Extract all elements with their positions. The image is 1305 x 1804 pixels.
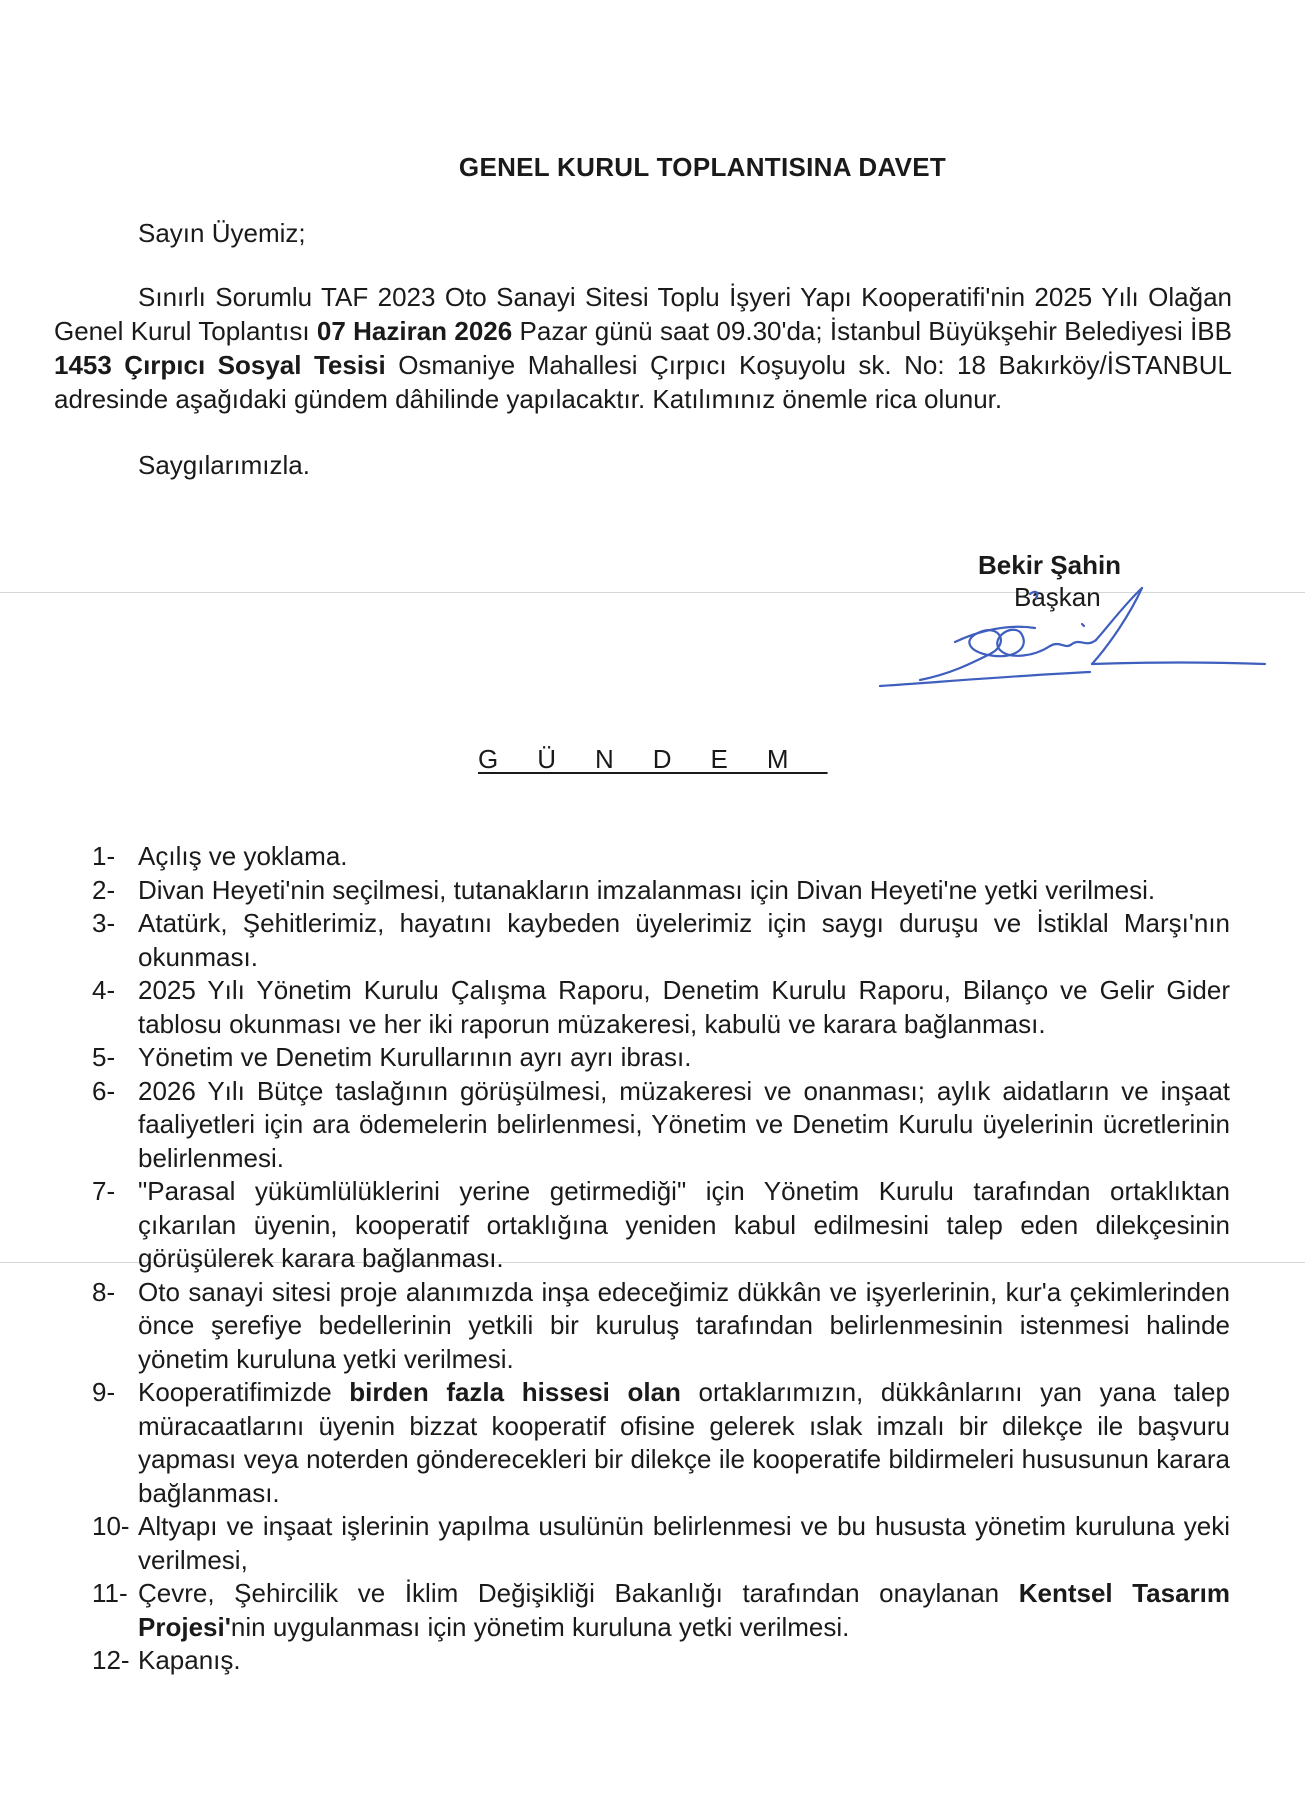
agenda-item-number: 8- [92,1276,116,1307]
agenda-item [92,1075,1230,1176]
agenda-item [92,840,1230,874]
agenda-item-number: 11- [92,1578,128,1608]
meeting-date: 07 Haziran 2026 [316,316,513,346]
agenda-item-text: ortaklarımızın, dükkânlarını yan yana talep müracaatlarını üyenin bizzat kooperatif ofisine gelerek ıslak imzalı bir dilekçe ile başvuru yapması veya noterden gönderecekleri bir dilekçe ile kooperatife bildirmeleri hususunun karara bağlanması. [138,1377,1230,1508]
agenda-list [92,840,1230,1678]
agenda-item-text: Açılış ve yoklama. [138,841,348,871]
agenda-item [92,874,1230,908]
agenda-item-number: 3- [92,908,116,938]
agenda-item-text: 2026 Yılı Bütçe taslağının görüşülmesi, müzakeresi ve onanması; aylık aidatların ve inşaat faaliyetleri için ara ödemelerin belirlenmesi, Yönetim ve Denetim Kurulu üyelerinin ücretlerinin belirlenmesi. [138,1075,1230,1173]
agenda-item [92,974,1230,1041]
closing-regards: Saygılarımızla. [138,450,310,480]
agenda-item-number: 4- [92,975,116,1005]
agenda-item-number: 2- [92,874,116,905]
agenda-item-text: Kapanış. [138,1645,241,1675]
agenda-item [92,1510,1230,1577]
agenda-item-emphasis: birden fazla hissesi olan [349,1377,681,1407]
agenda-item [92,1577,1230,1644]
agenda-item-text: Atatürk, Şehitlerimiz, hayatını kaybeden üyelerimiz için saygı duruşu ve İstiklal Marşı'nın okunması. [138,908,1230,972]
agenda-item-text: Yönetim ve Denetim Kurullarının ayrı ayrı ibrası. [138,1042,692,1072]
agenda-item-text: Divan Heyeti'nin seçilmesi, tutanakların imzalanması için Divan Heyeti'ne yetki verilmesi. [138,874,1156,905]
signer-name: Bekir Şahin [978,550,1122,580]
agenda-item [92,1644,1230,1678]
agenda-item [92,1175,1230,1276]
agenda-item-text: "Parasal yükümlülüklerini yerine getirmediği" için Yönetim Kurulu tarafından ortaklıktan çıkarılan üyenin, kooperatif ortaklığına yeniden kabul edilmesini talep eden dilekçesinin görüşülerek karara bağlanması. [138,1176,1230,1273]
agenda-item [92,1041,1230,1075]
salutation: Sayın Üyemiz; [138,218,306,248]
agenda-item-number: 12- [92,1645,130,1675]
agenda-item-number: 1- [92,841,116,871]
agenda-heading: GÜNDEM [478,744,828,774]
agenda-item-emphasis: Kentsel Tasarım Projesi' [138,1578,1230,1642]
agenda-item-text: Oto sanayi sitesi proje alanımızda inşa edeceğimiz dükkân ve işyerlerinin, kur'a çekimlerinden önce şerefiye bedellerinin yetkili bir kuruluş tarafından belirlenmesinin istenmesi halinde yönetim kuruluna yetki verilmesi. [138,1276,1230,1374]
intro-text-2: Pazar günü saat 09.30'da; İstanbul Büyükşehir Belediyesi İBB [512,316,1232,346]
agenda-item [92,1376,1230,1510]
handwritten-signature [860,584,1270,704]
agenda-item-number: 10- [92,1511,130,1541]
agenda-item-number: 7- [92,1176,116,1206]
agenda-item-number: 6- [92,1075,116,1106]
agenda-item-text: Kooperatifimizde [138,1377,350,1407]
intro-paragraph [54,280,1232,416]
agenda-item-text: Altyapı ve inşaat işlerinin yapılma usulünün belirlenmesi ve bu hususta yönetim kuruluna yeki verilmesi, [138,1511,1230,1575]
agenda-item-number: 5- [92,1042,116,1072]
agenda-item-text: Çevre, Şehircilik ve İklim Değişikliği Bakanlığı tarafından onaylanan [138,1578,1019,1608]
meeting-venue: 1453 Çırpıcı Sosyal Tesisi [54,350,386,380]
agenda-item-text: nin uygulanması için yönetim kuruluna yetki verilmesi. [230,1611,850,1642]
document-title: GENEL KURUL TOPLANTISINA DAVET [458,152,947,182]
intro-text-3: Osmaniye Mahallesi Çırpıcı Koşuyolu sk. No: 18 Bakırköy/İSTANBUL adresinde aşağıdaki gündem dâhilinde yapılacaktır. Katılımınız önemle rica olunur. [54,350,1232,414]
agenda-item [92,907,1230,974]
signer-title: Başkan [1014,582,1101,612]
agenda-item-text: 2025 Yılı Yönetim Kurulu Çalışma Raporu, Denetim Kurulu Raporu, Bilanço ve Gelir Gider tablosu okunması ve her iki raporun müzakeresi, kabulü ve karara bağlanması. [138,975,1230,1039]
agenda-item-number: 9- [92,1377,116,1407]
intro-text-1: Sınırlı Sorumlu TAF 2023 Oto Sanayi Sitesi Toplu İşyeri Yapı Kooperatifi'nin 2025 Yılı Olağan Genel Kurul Toplantısı [54,282,1232,346]
agenda-item [92,1276,1230,1377]
